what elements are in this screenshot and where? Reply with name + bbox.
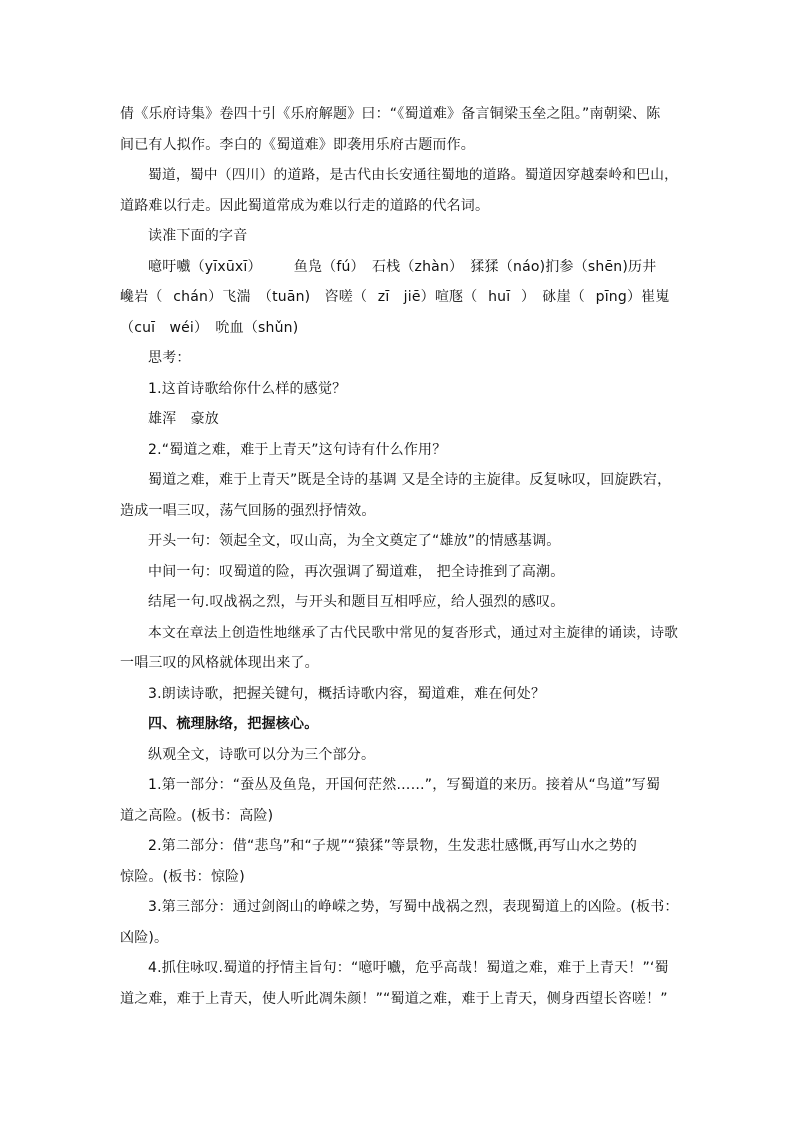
text-line: 凶险)。: [120, 929, 169, 946]
text-line: 蜀道，蜀中（四川）的道路，是古代由长安通往蜀地的道路。蜀道因穿越秦岭和巴山，: [148, 167, 679, 183]
text-line: 2.第二部分：借“悲鸟”和“子规”“猿猱”等景物，生发悲壮感慨,再写山水之势的: [148, 838, 638, 854]
text-line: 中间一句：叹蜀道的险，再次强调了蜀道难， 把全诗推到了高潮。: [148, 563, 565, 580]
text-line: 道之高险。(板书：高险): [120, 807, 274, 824]
text-line: 造成一唱三叹，荡气回肠的强烈抒情效。: [120, 502, 376, 519]
question-line: 1.这首诗歌给你什么样的感觉？: [148, 380, 347, 397]
text-line: 惊险。(板书：惊险): [120, 868, 245, 885]
text-line: 读准下面的字音: [148, 228, 248, 244]
text-line: 一唱三叹的风格就体现出来了。: [120, 655, 319, 671]
pronunciation-line: （cuī wéi） 吮血（shǔn): [120, 319, 299, 336]
question-line: 2.“蜀道之难，难于上青天”这句诗有什么作用？: [148, 441, 447, 458]
answer-line: 雄浑 豪放: [148, 411, 219, 427]
pronunciation-line: 噫吁嚱（yīxūxī） 鱼凫（fú） 石栈（zhàn） 猱猱（náo)扪参（shēn)历井: [148, 258, 657, 275]
text-line: 纵观全文，诗歌可以分为三个部分。: [148, 746, 376, 763]
text-line: 结尾一句.叹战祸之烈，与开头和题目互相呼应，给人强烈的感叹。: [148, 594, 565, 610]
text-line: 开头一句：领起全文，叹山高，为全文奠定了“雄放”的情感基调。: [148, 533, 561, 549]
question-line: 3.朗读诗歌，把握关键句，概括诗歌内容，蜀道难，难在何处？: [148, 685, 546, 702]
text-line: 4.抓住咏叹.蜀道的抒情主旨句：“噫吁嚱，危乎高哉！蜀道之难，难于上青天！”‘蜀: [148, 960, 669, 976]
text-line: 道之难，难于上青天，使人听此凋朱颜！”“蜀道之难，难于上青天，侧身西望长咨嗟！”: [120, 990, 668, 1007]
text-line: 3.第三部分：通过剑阁山的峥嵘之势，写蜀中战祸之烈，表现蜀道上的凶险。(板书：: [148, 899, 679, 915]
pronunciation-line: 巉岩（ chán）飞湍 （tuān) 咨嗟（ zī jiē）喧豗（ huī ） 砯崖（ pīng）崔嵬: [120, 289, 670, 305]
section-heading: 四、梳理脉络，把握核心。: [148, 716, 319, 732]
text-line: 思考：: [148, 350, 191, 366]
document-body: [120, 99, 680, 1014]
text-line: 1.第一部分：“蚕丛及鱼凫，开国何茫然……”，写蜀道的来历。接着从“鸟道”写蜀: [148, 777, 661, 793]
text-line: 道路难以行走。因此蜀道常成为难以行走的道路的代名词。: [120, 197, 490, 214]
text-line: 蜀道之难，难于上青天”既是全诗的基调 又是全诗的主旋律。反复咏叹，回旋跌宕，: [148, 472, 672, 488]
text-line: 间已有人拟作。李白的《蜀道难》即袭用乐府古题而作。: [120, 136, 475, 153]
text-line: 本文在章法上创造性地继承了古代民歌中常见的复沓形式，通过对主旋律的诵读，诗歌: [148, 624, 679, 641]
text-line: 倩《乐府诗集》卷四十引《乐府解题》曰：“《蜀道难》备言铜梁玉垒之阻。”南朝梁、陈: [120, 106, 661, 122]
